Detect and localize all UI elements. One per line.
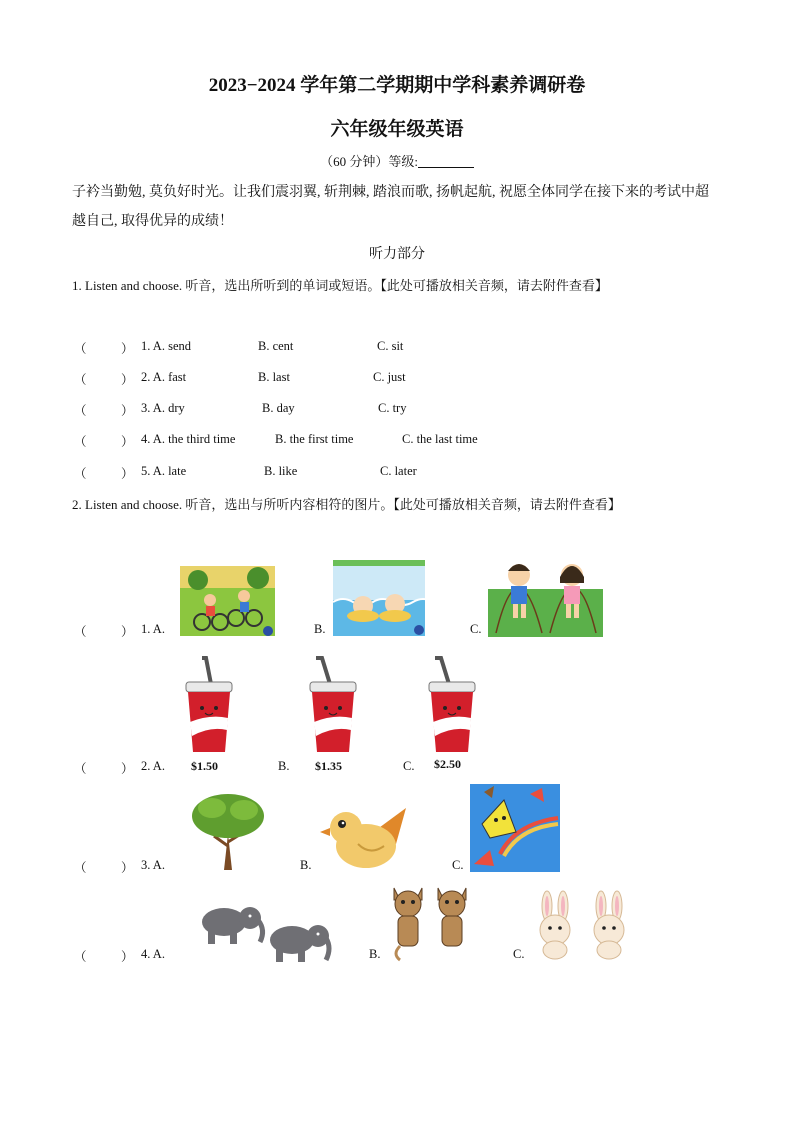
drink-cup-b-picture[interactable] bbox=[304, 656, 362, 756]
swimming-picture[interactable] bbox=[333, 560, 425, 636]
paren-close: ） bbox=[121, 342, 134, 356]
option-a[interactable]: 3. A. dry bbox=[141, 401, 185, 415]
option-c-label: C. bbox=[403, 759, 415, 773]
option-a-label: 1. A. bbox=[141, 622, 165, 636]
option-c[interactable]: C. just bbox=[373, 370, 406, 384]
cats-picture[interactable] bbox=[390, 882, 472, 962]
paren-close: ） bbox=[121, 404, 134, 418]
option-a-label: 4. A. bbox=[141, 947, 165, 961]
section-listening: 听力部分 bbox=[369, 247, 425, 262]
paren-open: （ bbox=[74, 950, 87, 964]
paren-open: （ bbox=[74, 861, 87, 875]
option-b[interactable]: B. day bbox=[262, 401, 295, 415]
option-c-label: C. bbox=[452, 858, 464, 872]
option-a[interactable]: 2. A. fast bbox=[141, 370, 187, 384]
option-c[interactable]: C. the last time bbox=[402, 432, 478, 446]
exam-subtitle: 六年级年级英语 bbox=[330, 119, 464, 140]
option-b[interactable]: B. the first time bbox=[275, 432, 354, 446]
grade-blank[interactable] bbox=[418, 155, 474, 168]
paren-close: ） bbox=[121, 762, 134, 776]
paren-open: （ bbox=[74, 404, 87, 418]
option-c[interactable]: C. try bbox=[378, 401, 407, 415]
option-a[interactable]: 1. A. send bbox=[141, 339, 191, 353]
rabbits-picture[interactable] bbox=[533, 890, 635, 960]
paren-open: （ bbox=[74, 467, 87, 481]
time-grade-line bbox=[0, 151, 794, 170]
q2-instruction: 2. Listen and choose. 听音，选出与所听内容相符的图片。【此处可播放相关音频，请去附件查看】 bbox=[72, 497, 621, 512]
paren-open: （ bbox=[74, 625, 87, 639]
bird-picture[interactable] bbox=[318, 800, 410, 872]
option-c-label: C. bbox=[470, 622, 482, 636]
option-b-label: B. bbox=[278, 759, 290, 773]
paren-close: ） bbox=[121, 467, 134, 481]
intro-paragraph: 子衿当勤勉, 莫负好时光。让我们震羽翼, 斩荆棘, 踏浪而歌, 扬帆起航, 祝愿全体同学在接下来的考试中超越自己, 取得优异的成绩！ bbox=[72, 185, 709, 229]
option-c[interactable]: C. sit bbox=[377, 339, 404, 353]
option-b[interactable]: B. cent bbox=[258, 339, 294, 353]
paren-open: （ bbox=[74, 342, 87, 356]
paren-close: ） bbox=[121, 625, 134, 639]
paren-close: ） bbox=[121, 373, 134, 387]
option-a-label: 2. A. bbox=[141, 759, 165, 773]
paren-open: （ bbox=[74, 435, 87, 449]
drink-cup-a-picture[interactable] bbox=[180, 656, 238, 756]
price-a: $1.50 bbox=[191, 759, 218, 773]
option-b[interactable]: B. last bbox=[258, 370, 290, 384]
drink-cup-c-picture[interactable] bbox=[423, 656, 481, 756]
price-c: $2.50 bbox=[434, 757, 461, 771]
q1-instruction: 1. Listen and choose. 听音，选出所听到的单词或短语。【此处可播放相关音频，请去附件查看】 bbox=[72, 278, 608, 293]
option-b-label: B. bbox=[369, 947, 381, 961]
exam-title: 2023−2024 学年第二学期期中学科素养调研卷 bbox=[208, 75, 586, 96]
time-grade-label: （60 分钟）等级: bbox=[320, 154, 418, 169]
elephants-picture[interactable] bbox=[198, 900, 332, 964]
paren-open: （ bbox=[74, 762, 87, 776]
paren-close: ） bbox=[121, 435, 134, 449]
option-b-label: B. bbox=[314, 622, 326, 636]
option-c-label: C. bbox=[513, 947, 525, 961]
tree-picture[interactable] bbox=[188, 790, 268, 872]
option-c[interactable]: C. later bbox=[380, 464, 417, 478]
paren-open: （ bbox=[74, 373, 87, 387]
option-a[interactable]: 4. A. the third time bbox=[141, 432, 236, 446]
jump-rope-picture[interactable] bbox=[488, 553, 603, 637]
paren-close: ） bbox=[121, 861, 134, 875]
option-a-label: 3. A. bbox=[141, 858, 165, 872]
option-a[interactable]: 5. A. late bbox=[141, 464, 187, 478]
cycling-picture[interactable] bbox=[180, 566, 275, 636]
kite-picture[interactable] bbox=[470, 784, 560, 872]
price-b: $1.35 bbox=[315, 759, 342, 773]
paren-close: ） bbox=[121, 950, 134, 964]
option-b[interactable]: B. like bbox=[264, 464, 298, 478]
option-b-label: B. bbox=[300, 858, 312, 872]
